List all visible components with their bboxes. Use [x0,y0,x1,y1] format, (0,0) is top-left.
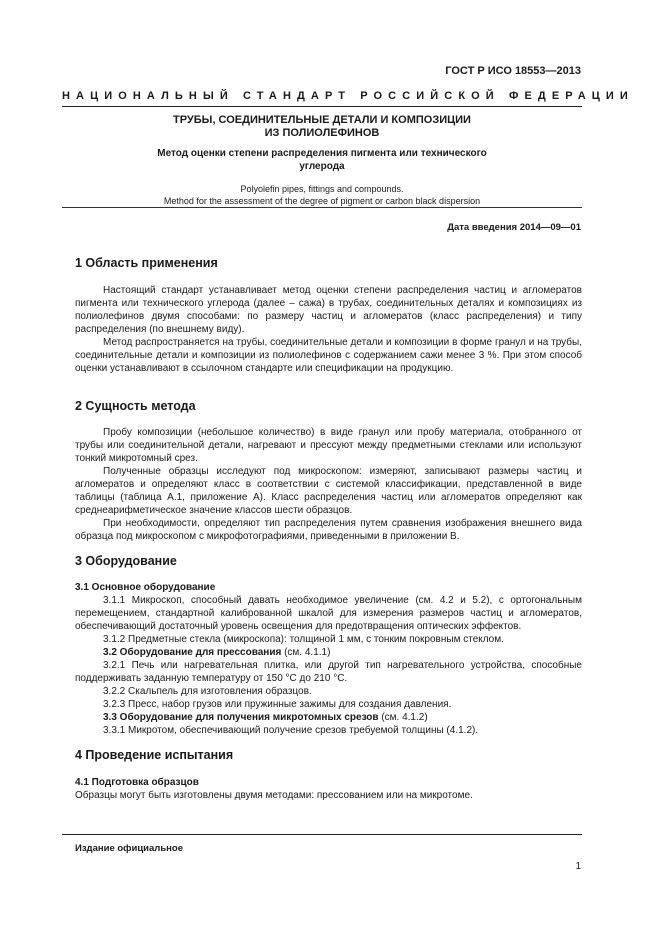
title-line-2: ИЗ ПОЛИОЛЕФИНОВ [264,127,380,139]
paragraph: Полученные образцы исследуют под микроскопом: измеряют, записывают размеры частиц и агломератов и определяют класс в соответствии с системой классификации, представленной в виде таблицы (таблица А.1, приложение А). Класс распределения частиц или агломератов определяют как среднеарифметическое значение классов шести образцов. [75,466,582,516]
official-edition-label: Издание официальное [75,843,183,854]
english-title [62,184,582,207]
subsection-heading: 4.1 Подготовка образцов [75,777,199,788]
paragraph: Образцы могут быть изготовлены двумя методами: прессованием или на микротоме. [75,790,473,801]
paragraph: 3.1.2 Предметные стекла (микроскопа): толщиной 1 мм, с тонким покровным стеклом. [103,634,504,645]
subsection-line [75,711,582,724]
section-2-heading: 2 Сущность метода [75,399,196,413]
section-1-body [75,284,582,375]
paragraph: Метод распространяется на трубы, соединительные детали и композиции в форме гранул и на трубы, соединительные детали и композиции из полиолефинов с содержанием сажи менее 3 %. При этом способ оценки устанавливают в ссылочном стандарте или спецификации на продукцию. [75,337,582,374]
paragraph: 3.2.2 Скальпель для изготовления образцов. [103,686,312,697]
document-title [62,114,582,140]
document-code: ГОСТ Р ИСО 18553—2013 [445,65,581,77]
title-divider [62,207,582,208]
subsection-line [75,646,582,659]
paragraph: Настоящий стандарт устанавливает метод оценки степени распределения частиц и агломератов пигмента или технического углерода (далее – сажа) в трубах, соединительных деталях и композициях из полиолефинов двумя способами: по размеру частиц и агломератов (класс распределения) и типу распределения (по внешнему виду). [75,285,582,335]
subsection-reference: (см. 4.1.2) [378,712,428,723]
section-4-heading: 4 Проведение испытания [75,748,234,762]
subsection-heading: 3.3 Оборудование для получения микротомных срезов [103,712,379,723]
subtitle-line-2: углерода [299,161,345,172]
paragraph: Пробу композиции (небольшое количество) в виде гранул или пробу материала, отобранного от трубы или соединительной детали, нагревают и прессуют между предметными стеклами или используют тонкий микротомный срез. [75,427,582,464]
section-2-body [75,426,582,543]
subsection-reference: (см. 4.1.1) [281,647,331,658]
footer-divider [62,834,582,835]
subsection-heading: 3.2 Оборудование для прессования [103,647,282,658]
section-3-body [75,581,582,737]
document-subtitle [62,147,582,173]
section-4-body [75,776,582,802]
paragraph: 3.1.1 Микроскоп, способный давать необходимое увеличение (см. 4.2 и 5.2), с ортогональным перемещением, стандартной калиброванной шкалой для измерения размеров частиц и агломератов, обеспечивающий достаточный уровень освещения для предотвращения оптических эффектов. [75,595,582,632]
page-number: 1 [575,861,581,872]
section-1-heading: 1 Область применения [75,256,218,270]
paragraph: 3.3.1 Микротом, обеспечивающий получение срезов требуемой толщины (4.1.2). [103,725,479,736]
subsection-heading: 3.1 Основное оборудование [75,582,216,593]
paragraph: 3.2.3 Пресс, набор грузов или пружинные зажимы для создания давления. [103,699,452,710]
national-standard-banner: НАЦИОНАЛЬНЫЙ СТАНДАРТ РОССИЙСКОЙ ФЕДЕРАЦИИ [62,90,582,107]
title-line-1: ТРУБЫ, СОЕДИНИТЕЛЬНЫЕ ДЕТАЛИ И КОМПОЗИЦИИ [173,114,471,126]
section-3-heading: 3 Оборудование [75,554,177,568]
english-title-line-2: Method for the assessment of the degree of pigment or carbon black dispersion [163,195,481,206]
paragraph: 3.2.1 Печь или нагревательная плитка, или другой тип нагревательного устройства, способные поддерживать заданную температуру от 150 °С до 210 °С. [75,660,582,684]
subtitle-line-1: Метод оценки степени распределения пигмента или технического [157,148,487,159]
paragraph: При необходимости, определяют тип распределения путем сравнения изображения внешнего вида образца под микроскопом с микрофотографиями, приведенными в приложении В. [75,518,582,542]
english-title-line-1: Polyolefin pipes, fittings and compounds. [240,184,404,194]
introduction-date: Дата введения 2014—09—01 [447,222,581,233]
